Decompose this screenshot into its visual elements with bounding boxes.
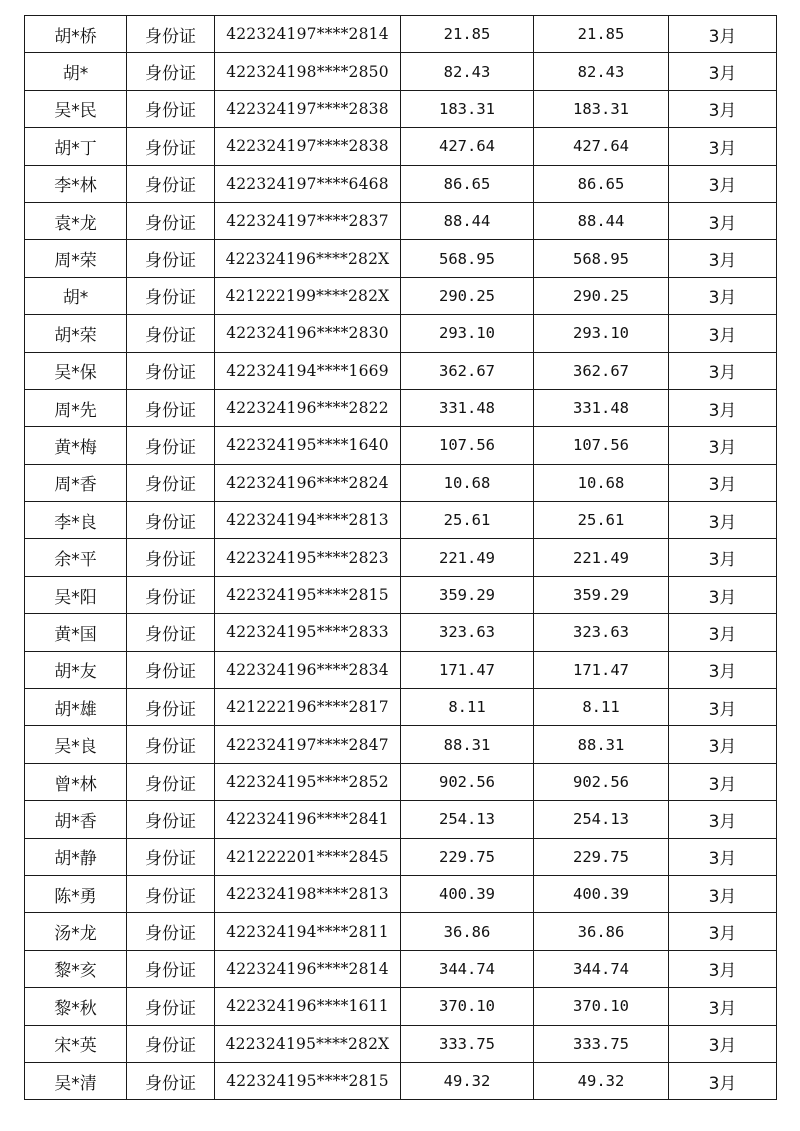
id-type-cell: 身份证 bbox=[127, 576, 215, 613]
id-number-cell: 421222196****2817 bbox=[215, 689, 401, 726]
month-cell: 3月 bbox=[669, 16, 777, 53]
id-type-cell: 身份证 bbox=[127, 763, 215, 800]
month-cell: 3月 bbox=[669, 689, 777, 726]
month-cell: 3月 bbox=[669, 763, 777, 800]
amount-cell: 49.32 bbox=[401, 1062, 534, 1099]
paid-amount-cell: 568.95 bbox=[534, 240, 669, 277]
id-type-cell: 身份证 bbox=[127, 315, 215, 352]
id-number-cell: 422324196****2830 bbox=[215, 315, 401, 352]
month-cell: 3月 bbox=[669, 1025, 777, 1062]
id-type-cell: 身份证 bbox=[127, 352, 215, 389]
id-type-cell: 身份证 bbox=[127, 502, 215, 539]
month-cell: 3月 bbox=[669, 202, 777, 239]
paid-amount-cell: 49.32 bbox=[534, 1062, 669, 1099]
id-number-cell: 421222201****2845 bbox=[215, 838, 401, 875]
table-row bbox=[25, 352, 777, 389]
month-cell: 3月 bbox=[669, 427, 777, 464]
month-cell: 3月 bbox=[669, 950, 777, 987]
amount-cell: 333.75 bbox=[401, 1025, 534, 1062]
month-cell: 3月 bbox=[669, 502, 777, 539]
amount-cell: 86.65 bbox=[401, 165, 534, 202]
id-type-cell: 身份证 bbox=[127, 16, 215, 53]
name-cell: 胡*友 bbox=[25, 651, 127, 688]
table-row bbox=[25, 1025, 777, 1062]
name-cell: 胡*香 bbox=[25, 801, 127, 838]
name-cell: 胡*雄 bbox=[25, 689, 127, 726]
month-cell: 3月 bbox=[669, 464, 777, 501]
month-cell: 3月 bbox=[669, 128, 777, 165]
paid-amount-cell: 171.47 bbox=[534, 651, 669, 688]
paid-amount-cell: 370.10 bbox=[534, 988, 669, 1025]
name-cell: 胡*丁 bbox=[25, 128, 127, 165]
id-type-cell: 身份证 bbox=[127, 651, 215, 688]
amount-cell: 107.56 bbox=[401, 427, 534, 464]
name-cell: 陈*勇 bbox=[25, 875, 127, 912]
id-type-cell: 身份证 bbox=[127, 726, 215, 763]
table-row bbox=[25, 277, 777, 314]
paid-amount-cell: 36.86 bbox=[534, 913, 669, 950]
name-cell: 黎*秋 bbox=[25, 988, 127, 1025]
id-type-cell: 身份证 bbox=[127, 427, 215, 464]
amount-cell: 568.95 bbox=[401, 240, 534, 277]
paid-amount-cell: 254.13 bbox=[534, 801, 669, 838]
paid-amount-cell: 88.31 bbox=[534, 726, 669, 763]
month-cell: 3月 bbox=[669, 576, 777, 613]
amount-cell: 171.47 bbox=[401, 651, 534, 688]
id-type-cell: 身份证 bbox=[127, 202, 215, 239]
name-cell: 黎*亥 bbox=[25, 950, 127, 987]
amount-cell: 88.44 bbox=[401, 202, 534, 239]
amount-cell: 221.49 bbox=[401, 539, 534, 576]
table-row bbox=[25, 128, 777, 165]
paid-amount-cell: 427.64 bbox=[534, 128, 669, 165]
month-cell: 3月 bbox=[669, 277, 777, 314]
id-type-cell: 身份证 bbox=[127, 53, 215, 90]
name-cell: 李*良 bbox=[25, 502, 127, 539]
name-cell: 吴*保 bbox=[25, 352, 127, 389]
id-number-cell: 422324196****2824 bbox=[215, 464, 401, 501]
id-number-cell: 422324195****2815 bbox=[215, 1062, 401, 1099]
amount-cell: 370.10 bbox=[401, 988, 534, 1025]
month-cell: 3月 bbox=[669, 726, 777, 763]
month-cell: 3月 bbox=[669, 838, 777, 875]
month-cell: 3月 bbox=[669, 875, 777, 912]
id-number-cell: 422324196****2822 bbox=[215, 389, 401, 426]
id-number-cell: 422324196****282X bbox=[215, 240, 401, 277]
paid-amount-cell: 10.68 bbox=[534, 464, 669, 501]
id-type-cell: 身份证 bbox=[127, 389, 215, 426]
table-row bbox=[25, 801, 777, 838]
name-cell: 吴*良 bbox=[25, 726, 127, 763]
id-number-cell: 422324197****2838 bbox=[215, 90, 401, 127]
id-type-cell: 身份证 bbox=[127, 277, 215, 314]
table-row bbox=[25, 90, 777, 127]
id-type-cell: 身份证 bbox=[127, 128, 215, 165]
id-number-cell: 422324195****2823 bbox=[215, 539, 401, 576]
table-row bbox=[25, 988, 777, 1025]
id-type-cell: 身份证 bbox=[127, 90, 215, 127]
amount-cell: 902.56 bbox=[401, 763, 534, 800]
id-number-cell: 422324196****2834 bbox=[215, 651, 401, 688]
month-cell: 3月 bbox=[669, 240, 777, 277]
paid-amount-cell: 82.43 bbox=[534, 53, 669, 90]
name-cell: 黄*梅 bbox=[25, 427, 127, 464]
id-number-cell: 422324198****2850 bbox=[215, 53, 401, 90]
paid-amount-cell: 333.75 bbox=[534, 1025, 669, 1062]
id-number-cell: 422324197****2847 bbox=[215, 726, 401, 763]
id-type-cell: 身份证 bbox=[127, 875, 215, 912]
table-row bbox=[25, 427, 777, 464]
month-cell: 3月 bbox=[669, 913, 777, 950]
name-cell: 吴*民 bbox=[25, 90, 127, 127]
amount-cell: 293.10 bbox=[401, 315, 534, 352]
paid-amount-cell: 902.56 bbox=[534, 763, 669, 800]
amount-cell: 25.61 bbox=[401, 502, 534, 539]
records-table-body bbox=[25, 16, 777, 1100]
paid-amount-cell: 229.75 bbox=[534, 838, 669, 875]
name-cell: 胡*荣 bbox=[25, 315, 127, 352]
name-cell: 宋*英 bbox=[25, 1025, 127, 1062]
table-row bbox=[25, 950, 777, 987]
amount-cell: 88.31 bbox=[401, 726, 534, 763]
id-number-cell: 422324195****2833 bbox=[215, 614, 401, 651]
amount-cell: 331.48 bbox=[401, 389, 534, 426]
table-row bbox=[25, 389, 777, 426]
id-type-cell: 身份证 bbox=[127, 464, 215, 501]
id-type-cell: 身份证 bbox=[127, 950, 215, 987]
id-type-cell: 身份证 bbox=[127, 913, 215, 950]
name-cell: 汤*龙 bbox=[25, 913, 127, 950]
paid-amount-cell: 107.56 bbox=[534, 427, 669, 464]
name-cell: 胡*静 bbox=[25, 838, 127, 875]
month-cell: 3月 bbox=[669, 389, 777, 426]
name-cell: 袁*龙 bbox=[25, 202, 127, 239]
amount-cell: 229.75 bbox=[401, 838, 534, 875]
paid-amount-cell: 400.39 bbox=[534, 875, 669, 912]
name-cell: 胡* bbox=[25, 53, 127, 90]
table-row bbox=[25, 240, 777, 277]
paid-amount-cell: 221.49 bbox=[534, 539, 669, 576]
amount-cell: 183.31 bbox=[401, 90, 534, 127]
month-cell: 3月 bbox=[669, 315, 777, 352]
name-cell: 周*先 bbox=[25, 389, 127, 426]
id-number-cell: 422324197****2814 bbox=[215, 16, 401, 53]
paid-amount-cell: 290.25 bbox=[534, 277, 669, 314]
amount-cell: 323.63 bbox=[401, 614, 534, 651]
id-number-cell: 422324196****1611 bbox=[215, 988, 401, 1025]
name-cell: 周*荣 bbox=[25, 240, 127, 277]
name-cell: 李*林 bbox=[25, 165, 127, 202]
id-number-cell: 422324196****2814 bbox=[215, 950, 401, 987]
name-cell: 胡*桥 bbox=[25, 16, 127, 53]
paid-amount-cell: 8.11 bbox=[534, 689, 669, 726]
paid-amount-cell: 293.10 bbox=[534, 315, 669, 352]
id-number-cell: 422324195****2815 bbox=[215, 576, 401, 613]
month-cell: 3月 bbox=[669, 53, 777, 90]
id-type-cell: 身份证 bbox=[127, 539, 215, 576]
id-number-cell: 422324194****2813 bbox=[215, 502, 401, 539]
id-type-cell: 身份证 bbox=[127, 988, 215, 1025]
paid-amount-cell: 21.85 bbox=[534, 16, 669, 53]
id-number-cell: 422324197****2837 bbox=[215, 202, 401, 239]
table-row bbox=[25, 1062, 777, 1099]
month-cell: 3月 bbox=[669, 988, 777, 1025]
paid-amount-cell: 88.44 bbox=[534, 202, 669, 239]
name-cell: 胡* bbox=[25, 277, 127, 314]
id-number-cell: 422324195****1640 bbox=[215, 427, 401, 464]
paid-amount-cell: 359.29 bbox=[534, 576, 669, 613]
amount-cell: 362.67 bbox=[401, 352, 534, 389]
id-number-cell: 422324197****6468 bbox=[215, 165, 401, 202]
table-row bbox=[25, 763, 777, 800]
table-row bbox=[25, 689, 777, 726]
table-row bbox=[25, 16, 777, 53]
name-cell: 周*香 bbox=[25, 464, 127, 501]
month-cell: 3月 bbox=[669, 801, 777, 838]
amount-cell: 10.68 bbox=[401, 464, 534, 501]
amount-cell: 8.11 bbox=[401, 689, 534, 726]
paid-amount-cell: 183.31 bbox=[534, 90, 669, 127]
amount-cell: 21.85 bbox=[401, 16, 534, 53]
id-number-cell: 422324194****2811 bbox=[215, 913, 401, 950]
table-row bbox=[25, 202, 777, 239]
records-table bbox=[24, 15, 777, 1100]
id-type-cell: 身份证 bbox=[127, 838, 215, 875]
paid-amount-cell: 25.61 bbox=[534, 502, 669, 539]
name-cell: 吴*清 bbox=[25, 1062, 127, 1099]
table-row bbox=[25, 614, 777, 651]
table-row bbox=[25, 651, 777, 688]
name-cell: 余*平 bbox=[25, 539, 127, 576]
name-cell: 曾*林 bbox=[25, 763, 127, 800]
table-row bbox=[25, 539, 777, 576]
paid-amount-cell: 362.67 bbox=[534, 352, 669, 389]
paid-amount-cell: 323.63 bbox=[534, 614, 669, 651]
table-row bbox=[25, 875, 777, 912]
id-number-cell: 422324198****2813 bbox=[215, 875, 401, 912]
table-row bbox=[25, 315, 777, 352]
id-type-cell: 身份证 bbox=[127, 165, 215, 202]
month-cell: 3月 bbox=[669, 614, 777, 651]
amount-cell: 400.39 bbox=[401, 875, 534, 912]
table-row bbox=[25, 576, 777, 613]
amount-cell: 82.43 bbox=[401, 53, 534, 90]
table-row bbox=[25, 838, 777, 875]
amount-cell: 359.29 bbox=[401, 576, 534, 613]
table-row bbox=[25, 464, 777, 501]
amount-cell: 254.13 bbox=[401, 801, 534, 838]
paid-amount-cell: 331.48 bbox=[534, 389, 669, 426]
month-cell: 3月 bbox=[669, 651, 777, 688]
id-type-cell: 身份证 bbox=[127, 1062, 215, 1099]
table-row bbox=[25, 726, 777, 763]
amount-cell: 36.86 bbox=[401, 913, 534, 950]
paid-amount-cell: 86.65 bbox=[534, 165, 669, 202]
amount-cell: 427.64 bbox=[401, 128, 534, 165]
id-number-cell: 422324196****2841 bbox=[215, 801, 401, 838]
table-row bbox=[25, 913, 777, 950]
id-type-cell: 身份证 bbox=[127, 1025, 215, 1062]
id-number-cell: 422324195****2852 bbox=[215, 763, 401, 800]
amount-cell: 344.74 bbox=[401, 950, 534, 987]
paid-amount-cell: 344.74 bbox=[534, 950, 669, 987]
id-number-cell: 422324197****2838 bbox=[215, 128, 401, 165]
id-type-cell: 身份证 bbox=[127, 240, 215, 277]
amount-cell: 290.25 bbox=[401, 277, 534, 314]
table-row bbox=[25, 165, 777, 202]
id-number-cell: 421222199****282X bbox=[215, 277, 401, 314]
month-cell: 3月 bbox=[669, 90, 777, 127]
id-type-cell: 身份证 bbox=[127, 689, 215, 726]
id-type-cell: 身份证 bbox=[127, 614, 215, 651]
id-number-cell: 422324195****282X bbox=[215, 1025, 401, 1062]
month-cell: 3月 bbox=[669, 539, 777, 576]
id-type-cell: 身份证 bbox=[127, 801, 215, 838]
month-cell: 3月 bbox=[669, 1062, 777, 1099]
month-cell: 3月 bbox=[669, 352, 777, 389]
name-cell: 吴*阳 bbox=[25, 576, 127, 613]
month-cell: 3月 bbox=[669, 165, 777, 202]
id-number-cell: 422324194****1669 bbox=[215, 352, 401, 389]
table-row bbox=[25, 53, 777, 90]
name-cell: 黄*国 bbox=[25, 614, 127, 651]
table-row bbox=[25, 502, 777, 539]
